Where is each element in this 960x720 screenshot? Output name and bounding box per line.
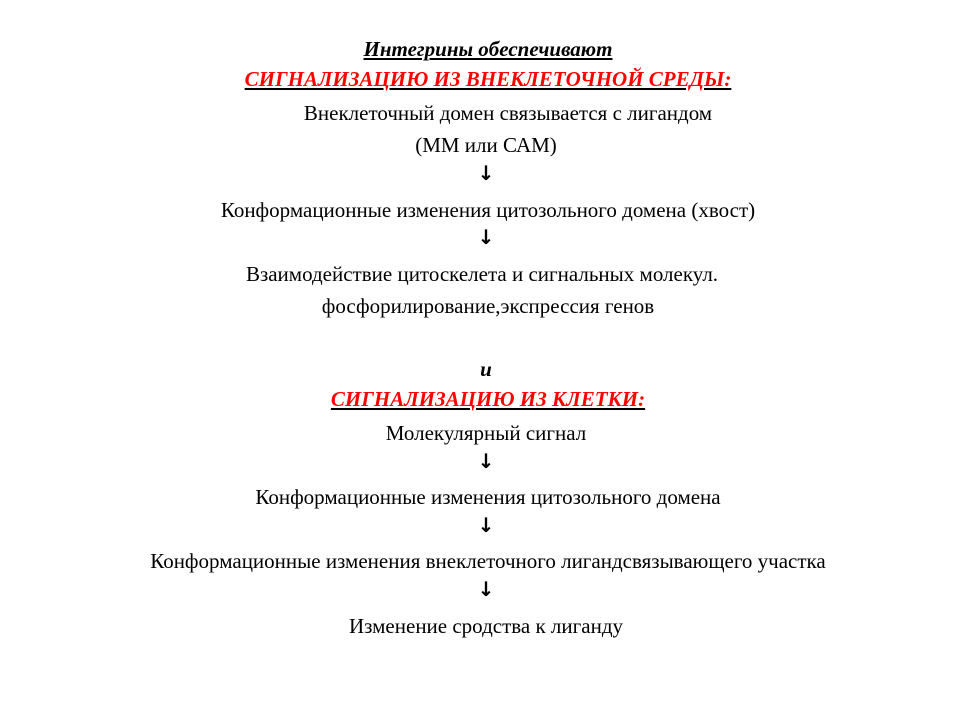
conjunction-and: и	[480, 357, 492, 381]
down-arrow-icon: ↓	[477, 225, 495, 249]
section2-step2: Конформационные изменения цитозольного домена	[255, 485, 721, 509]
section1-step2: Конформационные изменения цитозольного домена (хвост)	[220, 198, 756, 222]
section1-step1-line1: Внеклеточный домен связывается с лигандом	[303, 101, 713, 125]
section1-step3-line1: Взаимодействие цитоскелета и сигнальных молекул.	[245, 262, 719, 286]
intro-heading: Интегрины обеспечивают	[363, 37, 613, 61]
down-arrow-icon: ↓	[477, 161, 495, 185]
section2-step3: Конформационные изменения внеклеточного лигандсвязывающего участка	[150, 549, 826, 573]
down-arrow-icon: ↓	[477, 513, 495, 537]
section1-step3-line2: фосфорилирование,экспрессия генов	[321, 294, 655, 318]
section1-step1-line2: (ММ или САМ)	[415, 133, 557, 157]
section2-step4: Изменение сродства к лиганду	[348, 614, 623, 638]
section2-step1: Молекулярный сигнал	[385, 421, 587, 445]
section2-title: СИГНАЛИЗАЦИЮ ИЗ КЛЕТКИ:	[330, 387, 646, 411]
down-arrow-icon: ↓	[477, 449, 495, 473]
down-arrow-icon: ↓	[477, 577, 495, 601]
section1-title: СИГНАЛИЗАЦИЮ ИЗ ВНЕКЛЕТОЧНОЙ СРЕДЫ:	[244, 67, 732, 91]
